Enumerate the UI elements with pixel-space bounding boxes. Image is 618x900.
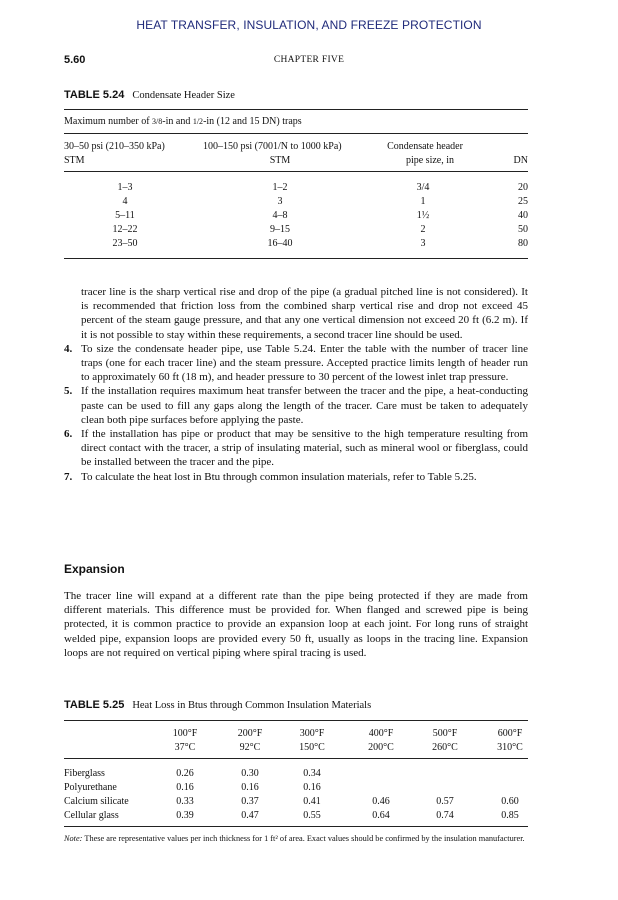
- cell-dn: 50: [518, 224, 528, 235]
- spanner-mid: -in and: [162, 116, 191, 127]
- value-cell: 0.46: [372, 796, 390, 807]
- value-cell: 0.64: [372, 810, 390, 821]
- table-525-header-rule: [64, 758, 528, 759]
- value-cell: 0.55: [303, 810, 321, 821]
- list-number: 4.: [64, 342, 73, 355]
- list-item: [64, 427, 528, 470]
- material-name: Cellular glass: [64, 810, 119, 821]
- table-524-caption: [64, 89, 235, 101]
- continued-paragraph: tracer line is the sharp vertical rise and drop of the pipe (a gradual pitched line is not considered). It is recommended that friction loss from the combined sharp vertical rise and drop not exceed 45 percent of the steam gauge pressure, and that any one vertical dimension not exceed 20 ft (6.2 m). If it is not possible to stay within these requirements, a second tracer line should be used.: [81, 286, 528, 341]
- value-cell: 0.33: [176, 796, 194, 807]
- page-number: 5.60: [64, 54, 86, 66]
- spanner-prefix: Maximum number of: [64, 116, 150, 127]
- value-cell: 0.85: [501, 810, 519, 821]
- table-525-label: TABLE 5.25: [64, 699, 125, 711]
- table-524-bottom-rule: [64, 258, 528, 259]
- spanner-fraction-2: 1/2: [192, 117, 204, 126]
- table-525-title: Heat Loss in Btus through Common Insulation Materials: [132, 700, 372, 711]
- cell-100-150psi: 9–15: [270, 224, 290, 235]
- material-name: Fiberglass: [64, 768, 105, 779]
- value-cell: 0.47: [241, 810, 259, 821]
- cell-pipe-size: 1½: [416, 210, 430, 221]
- col-header-310c: 310°C: [497, 742, 523, 753]
- value-cell: 0.26: [176, 768, 194, 779]
- cell-pipe-size: 3/4: [416, 182, 430, 193]
- list-number: 7.: [64, 470, 73, 483]
- col-header-400f: 400°F: [368, 728, 394, 739]
- cell-pipe-size: 3: [420, 238, 426, 249]
- value-cell: 0.39: [176, 810, 194, 821]
- value-cell: 0.60: [501, 796, 519, 807]
- list-item: [64, 384, 528, 427]
- cell-pipe-size: 2: [420, 224, 426, 235]
- table-524-label: TABLE 5.24: [64, 89, 125, 101]
- table-525-caption: [64, 699, 371, 711]
- value-cell: 0.41: [303, 796, 321, 807]
- running-header: HEAT TRANSFER, INSULATION, AND FREEZE PROTECTION: [136, 18, 482, 32]
- col-header-30-50psi: 30–50 psi (210–350 kPa): [64, 141, 165, 152]
- cell-100-150psi: 4–8: [272, 210, 288, 221]
- value-cell: 0.30: [241, 768, 259, 779]
- spanner-fraction-1: 3/8: [152, 117, 163, 126]
- col-header-30-50psi-stm: STM: [64, 155, 85, 166]
- list-item: [64, 470, 528, 484]
- value-cell: 0.16: [303, 782, 321, 793]
- note-label: Note:: [64, 834, 83, 843]
- cell-100-150psi: 3: [277, 196, 283, 207]
- list-number: 5.: [64, 385, 73, 398]
- cell-100-150psi: 1–2: [272, 182, 288, 193]
- cell-30-50psi: 5–11: [115, 210, 135, 221]
- col-header-260c: 260°C: [432, 742, 458, 753]
- col-header-pipe-size: pipe size, in: [405, 155, 455, 166]
- col-header-100f: 100°F: [172, 728, 198, 739]
- material-name: Polyurethane: [64, 782, 117, 793]
- value-cell: 0.74: [436, 810, 454, 821]
- table-524-top-rule: [64, 109, 528, 110]
- value-cell: 0.34: [303, 768, 321, 779]
- table-524-title: Condensate Header Size: [132, 90, 235, 101]
- cell-dn: 40: [518, 210, 528, 221]
- cell-30-50psi: 23–50: [112, 238, 138, 249]
- list-item-text: If the installation has pipe or product that may be sensitive to the high temperature resulting from direct contact with the tracer, a strip of insulating material, such as mineral wool or fiberglass, could be installed between the tracer and the pipe.: [81, 428, 528, 469]
- table-525-top-rule: [64, 720, 528, 721]
- col-header-150c: 150°C: [299, 742, 325, 753]
- cell-100-150psi: 16–40: [267, 238, 293, 249]
- col-header-600f: 600°F: [497, 728, 523, 739]
- list-item: [64, 342, 528, 385]
- table-525-note: [64, 833, 528, 844]
- cell-dn: 20: [518, 182, 528, 193]
- col-header-500f: 500°F: [432, 728, 458, 739]
- value-cell: 0.16: [241, 782, 259, 793]
- col-header-37c: 37°C: [174, 742, 196, 753]
- cell-30-50psi: 1–3: [117, 182, 133, 193]
- col-header-200f: 200°F: [237, 728, 263, 739]
- value-cell: 0.37: [241, 796, 259, 807]
- value-cell: 0.16: [176, 782, 194, 793]
- col-header-100-150psi-stm: STM: [269, 155, 291, 166]
- table-524-spanner: [64, 116, 302, 127]
- table-524-header-rule: [64, 171, 528, 172]
- spanner-suffix: -in (12 and 15 DN) traps: [203, 116, 302, 127]
- col-header-condensate: Condensate header: [387, 141, 463, 152]
- cell-dn: 25: [518, 196, 528, 207]
- chapter-label: CHAPTER FIVE: [273, 55, 345, 65]
- list-item-text: If the installation requires maximum heat transfer between the tracer and the pipe, a heat-conducting paste can be used to fill any gaps along the length of the tracer. Care must be taken to adequately clean both pipe surfaces before applying the paste.: [81, 385, 528, 426]
- table-525-bottom-rule: [64, 826, 528, 827]
- expansion-paragraph: The tracer line will expand at a different rate than the pipe being protected if they are made from different materials. This difference must be provided for. When flanged and screwed pipe is being protected, it is common practice to provide an expansion loop at each joint. For long runs of straight welded pipe, expansion loops are provided every 50 ft, usually as loops in the tracing line. Expansion loops are not required on vertical piping where spiral tracing is used.: [64, 590, 528, 659]
- col-header-100-150psi: 100–150 psi (7001/N to 1000 kPa): [203, 141, 342, 152]
- body-text: [64, 285, 528, 484]
- material-name: Calcium silicate: [64, 796, 129, 807]
- cell-30-50psi: 4: [122, 196, 128, 207]
- col-header-300f: 300°F: [299, 728, 325, 739]
- table-524-spanner-rule: [64, 133, 528, 134]
- section-heading-expansion: Expansion: [64, 562, 125, 576]
- note-text: These are representative values per inch thickness for 1 ft² of area. Exact values should be confirmed by the insulation manufacturer.: [84, 834, 525, 843]
- cell-dn: 80: [518, 238, 528, 249]
- cell-30-50psi: 12–22: [112, 224, 138, 235]
- value-cell: 0.57: [436, 796, 454, 807]
- col-header-92c: 92°C: [239, 742, 261, 753]
- cell-pipe-size: 1: [420, 196, 426, 207]
- col-header-dn: DN: [513, 155, 528, 166]
- list-item-text: To size the condensate header pipe, use Table 5.24. Enter the table with the number of tracer line traps (one for each tracer line) and the steam pressure. Accepted practice limits length of header run to approximately 60 ft (18 m), and header pressure to 30 percent of the lowest inlet trap pressure.: [81, 342, 528, 384]
- list-item-text: To calculate the heat lost in Btu through common insulation materials, refer to Table 5.25.: [81, 470, 477, 483]
- col-header-200c: 200°C: [368, 742, 394, 753]
- list-number: 6.: [64, 428, 73, 441]
